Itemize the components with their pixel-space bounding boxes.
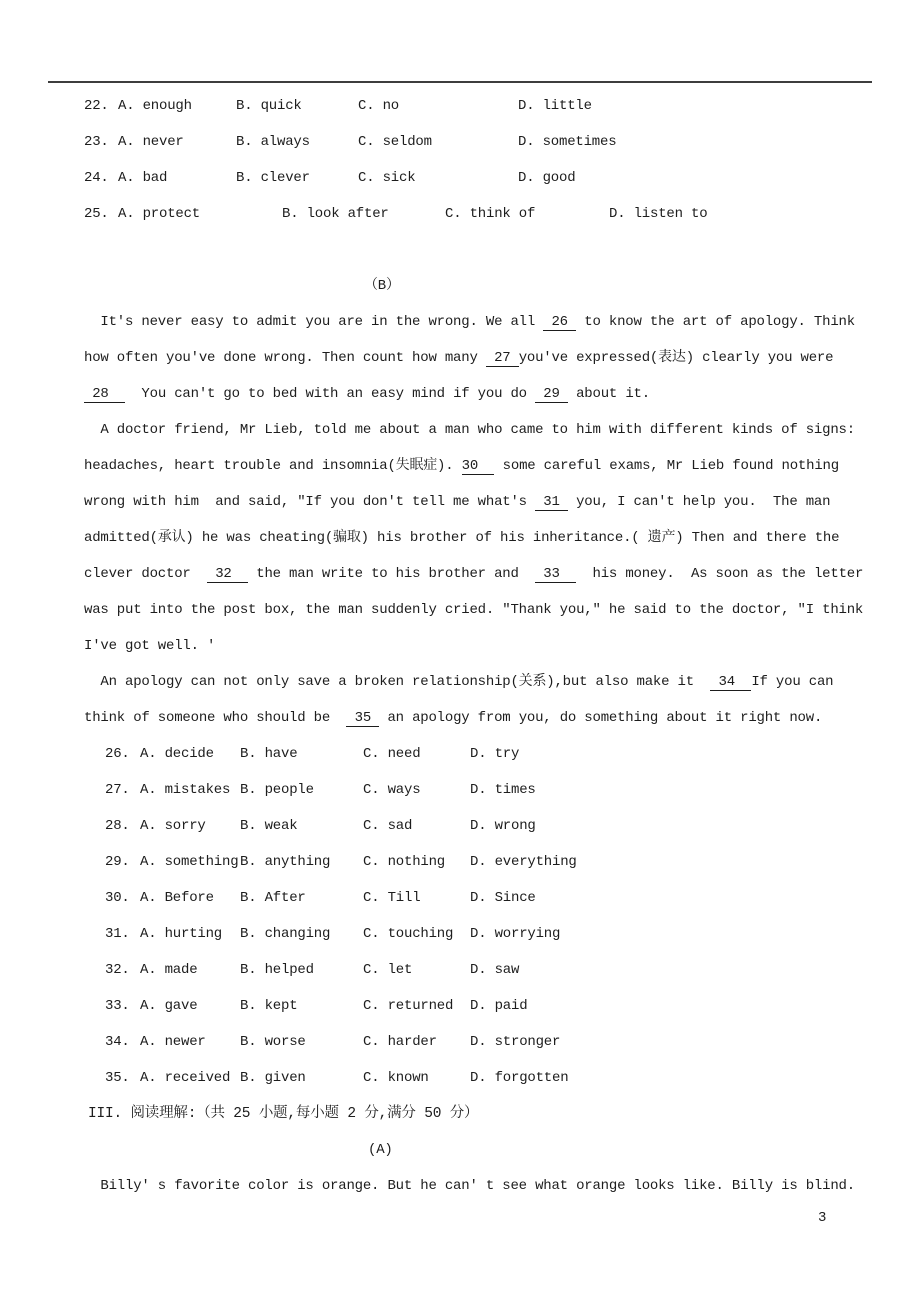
passage-text: some careful exams, Mr Lieb found nothing [494,458,839,474]
cloze-blank: 28 [84,386,126,402]
question-row [84,772,872,808]
question-row [84,1060,872,1096]
option-c: C. seldom [358,134,432,150]
question-number: 34. [105,1034,130,1050]
passage-line [84,628,872,664]
option-b: B. helped [240,962,314,978]
passage-text: headaches, heart trouble and insomnia(失眠症). [84,458,462,474]
passage-line [84,448,872,484]
question-number: 28. [105,818,130,834]
option-c: C. harder [363,1034,437,1050]
passage-text: the man write to his brother and [248,566,536,582]
question-row [84,808,872,844]
passage-line [84,304,872,340]
question-number: 29. [105,854,130,870]
option-a: A. gave [140,998,198,1014]
option-b: B. kept [240,998,298,1014]
cloze-blank: 26 [543,314,577,330]
option-c: C. sick [358,170,416,186]
question-row [84,988,872,1024]
option-a: A. protect [118,206,201,222]
passage-line [84,592,872,628]
cloze-blank: 29 [535,386,568,402]
option-d: D. try [470,746,520,762]
cloze-b-passage [84,304,872,736]
option-b: B. clever [236,170,310,186]
option-a: A. never [118,134,184,150]
cloze-blank: 33 [535,566,577,582]
question-row [84,124,872,160]
question-row [84,736,872,772]
passage-text: you, I can't help you. The man [567,494,831,510]
page-number: 3 [818,1210,827,1226]
option-d: D. Since [470,890,536,906]
question-number: 30. [105,890,130,906]
option-a: A. received [140,1070,231,1086]
header-rule [48,81,872,83]
passage-line [84,556,872,592]
passage-text: was put into the post box, the man suddenly cried. "Thank you," he said to the doctor, "I think [84,602,864,618]
option-b: B. always [236,134,310,150]
option-c: C. ways [363,782,421,798]
cloze-blank: 34 [710,674,752,690]
question-number: 31. [105,926,130,942]
option-d: D. forgotten [470,1070,569,1086]
option-b: B. After [240,890,306,906]
option-d: D. saw [470,962,520,978]
option-a: A. bad [118,170,168,186]
cloze-blank: 27 [485,350,519,366]
option-c: C. known [363,1070,429,1086]
passage-text: wrong with him and said, "If you don't tell me what's [84,494,536,510]
option-a: A. made [140,962,198,978]
option-c: C. returned [363,998,454,1014]
question-number: 22. [84,98,109,114]
option-d: D. stronger [470,1034,561,1050]
option-d: D. wrong [470,818,536,834]
passage-text: an apology from you, do something about it right now. [379,710,823,726]
question-row [84,952,872,988]
option-c: C. think of [445,206,536,222]
passage-text: A doctor friend, Mr Lieb, told me about a man who came to him with different kinds of signs: [84,422,855,438]
option-b: B. people [240,782,314,798]
question-number: 33. [105,998,130,1014]
cloze-blank: 30 [461,458,495,474]
passage-a-label: (A) [368,1142,393,1158]
passage-text: If you can [751,674,834,690]
question-number: 25. [84,206,109,222]
cloze-blank: 32 [207,566,249,582]
question-number: 23. [84,134,109,150]
cloze-blank: 35 [346,710,380,726]
cloze-b-options-block [84,736,872,1096]
option-d: D. times [470,782,536,798]
question-row [84,196,872,232]
question-row [84,844,872,880]
question-row [84,916,872,952]
option-b: B. quick [236,98,302,114]
passage-line [84,484,872,520]
passage-text: you've expressed(表达) clearly you were [518,350,834,366]
passage-text: to know the art of apology. Think [576,314,855,330]
option-a: A. hurting [140,926,223,942]
option-d: D. everything [470,854,577,870]
passage-text: An apology can not only save a broken relationship(关系),but also make it [84,674,711,690]
question-number: 32. [105,962,130,978]
option-c: C. need [363,746,421,762]
question-number: 26. [105,746,130,762]
passage-text: his money. As soon as the letter [576,566,864,582]
question-number: 35. [105,1070,130,1086]
option-c: C. Till [363,890,421,906]
option-d: D. paid [470,998,528,1014]
option-c: C. nothing [363,854,446,870]
option-b: B. worse [240,1034,306,1050]
question-row [84,1024,872,1060]
option-a: A. something [140,854,239,870]
passage-line [84,700,872,736]
cloze-a-options-block [84,88,872,232]
passage-text: how often you've done wrong. Then count how many [84,350,486,366]
question-number: 24. [84,170,109,186]
option-c: C. no [358,98,400,114]
option-b: B. have [240,746,298,762]
option-a: A. decide [140,746,214,762]
option-d: D. worrying [470,926,561,942]
blank-line [84,232,872,268]
passage-line [84,664,872,700]
passage-text: It's never easy to admit you are in the wrong. We all [84,314,544,330]
passage-text: I've got well. ' [84,638,216,654]
question-row [84,160,872,196]
option-d: D. little [518,98,592,114]
cloze-blank: 31 [535,494,568,510]
option-a: A. sorry [140,818,206,834]
passage-line [84,412,872,448]
option-a: A. newer [140,1034,206,1050]
section-b-label: （B） [364,278,400,294]
option-b: B. given [240,1070,306,1086]
option-c: C. let [363,962,413,978]
option-b: B. look after [282,206,389,222]
passage-a-line: Billy' s favorite color is orange. But he can' t see what orange looks like. Billy is blind. [84,1178,855,1194]
question-row [84,880,872,916]
option-c: C. touching [363,926,454,942]
question-row [84,88,872,124]
passage-line [84,340,872,376]
page-content [0,88,920,1204]
option-b: B. weak [240,818,298,834]
passage-text: clever doctor [84,566,208,582]
option-a: A. Before [140,890,214,906]
passage-text: admitted(承认) he was cheating(骗取) his brother of his inheritance.( 遗产) Then and there the [84,530,840,546]
passage-line [84,376,872,412]
passage-text: think of someone who should be [84,710,347,726]
option-d: D. listen to [609,206,708,222]
option-b: B. changing [240,926,331,942]
option-a: A. mistakes [140,782,231,798]
option-d: D. good [518,170,576,186]
option-b: B. anything [240,854,331,870]
option-d: D. sometimes [518,134,617,150]
option-c: C. sad [363,818,413,834]
passage-line [84,520,872,556]
question-number: 27. [105,782,130,798]
passage-text: about it. [567,386,650,402]
option-a: A. enough [118,98,192,114]
passage-text: You can't go to bed with an easy mind if you do [125,386,536,402]
section-iii-heading: III. 阅读理解:（共 25 小题,每小题 2 分,满分 50 分） [88,1106,479,1122]
